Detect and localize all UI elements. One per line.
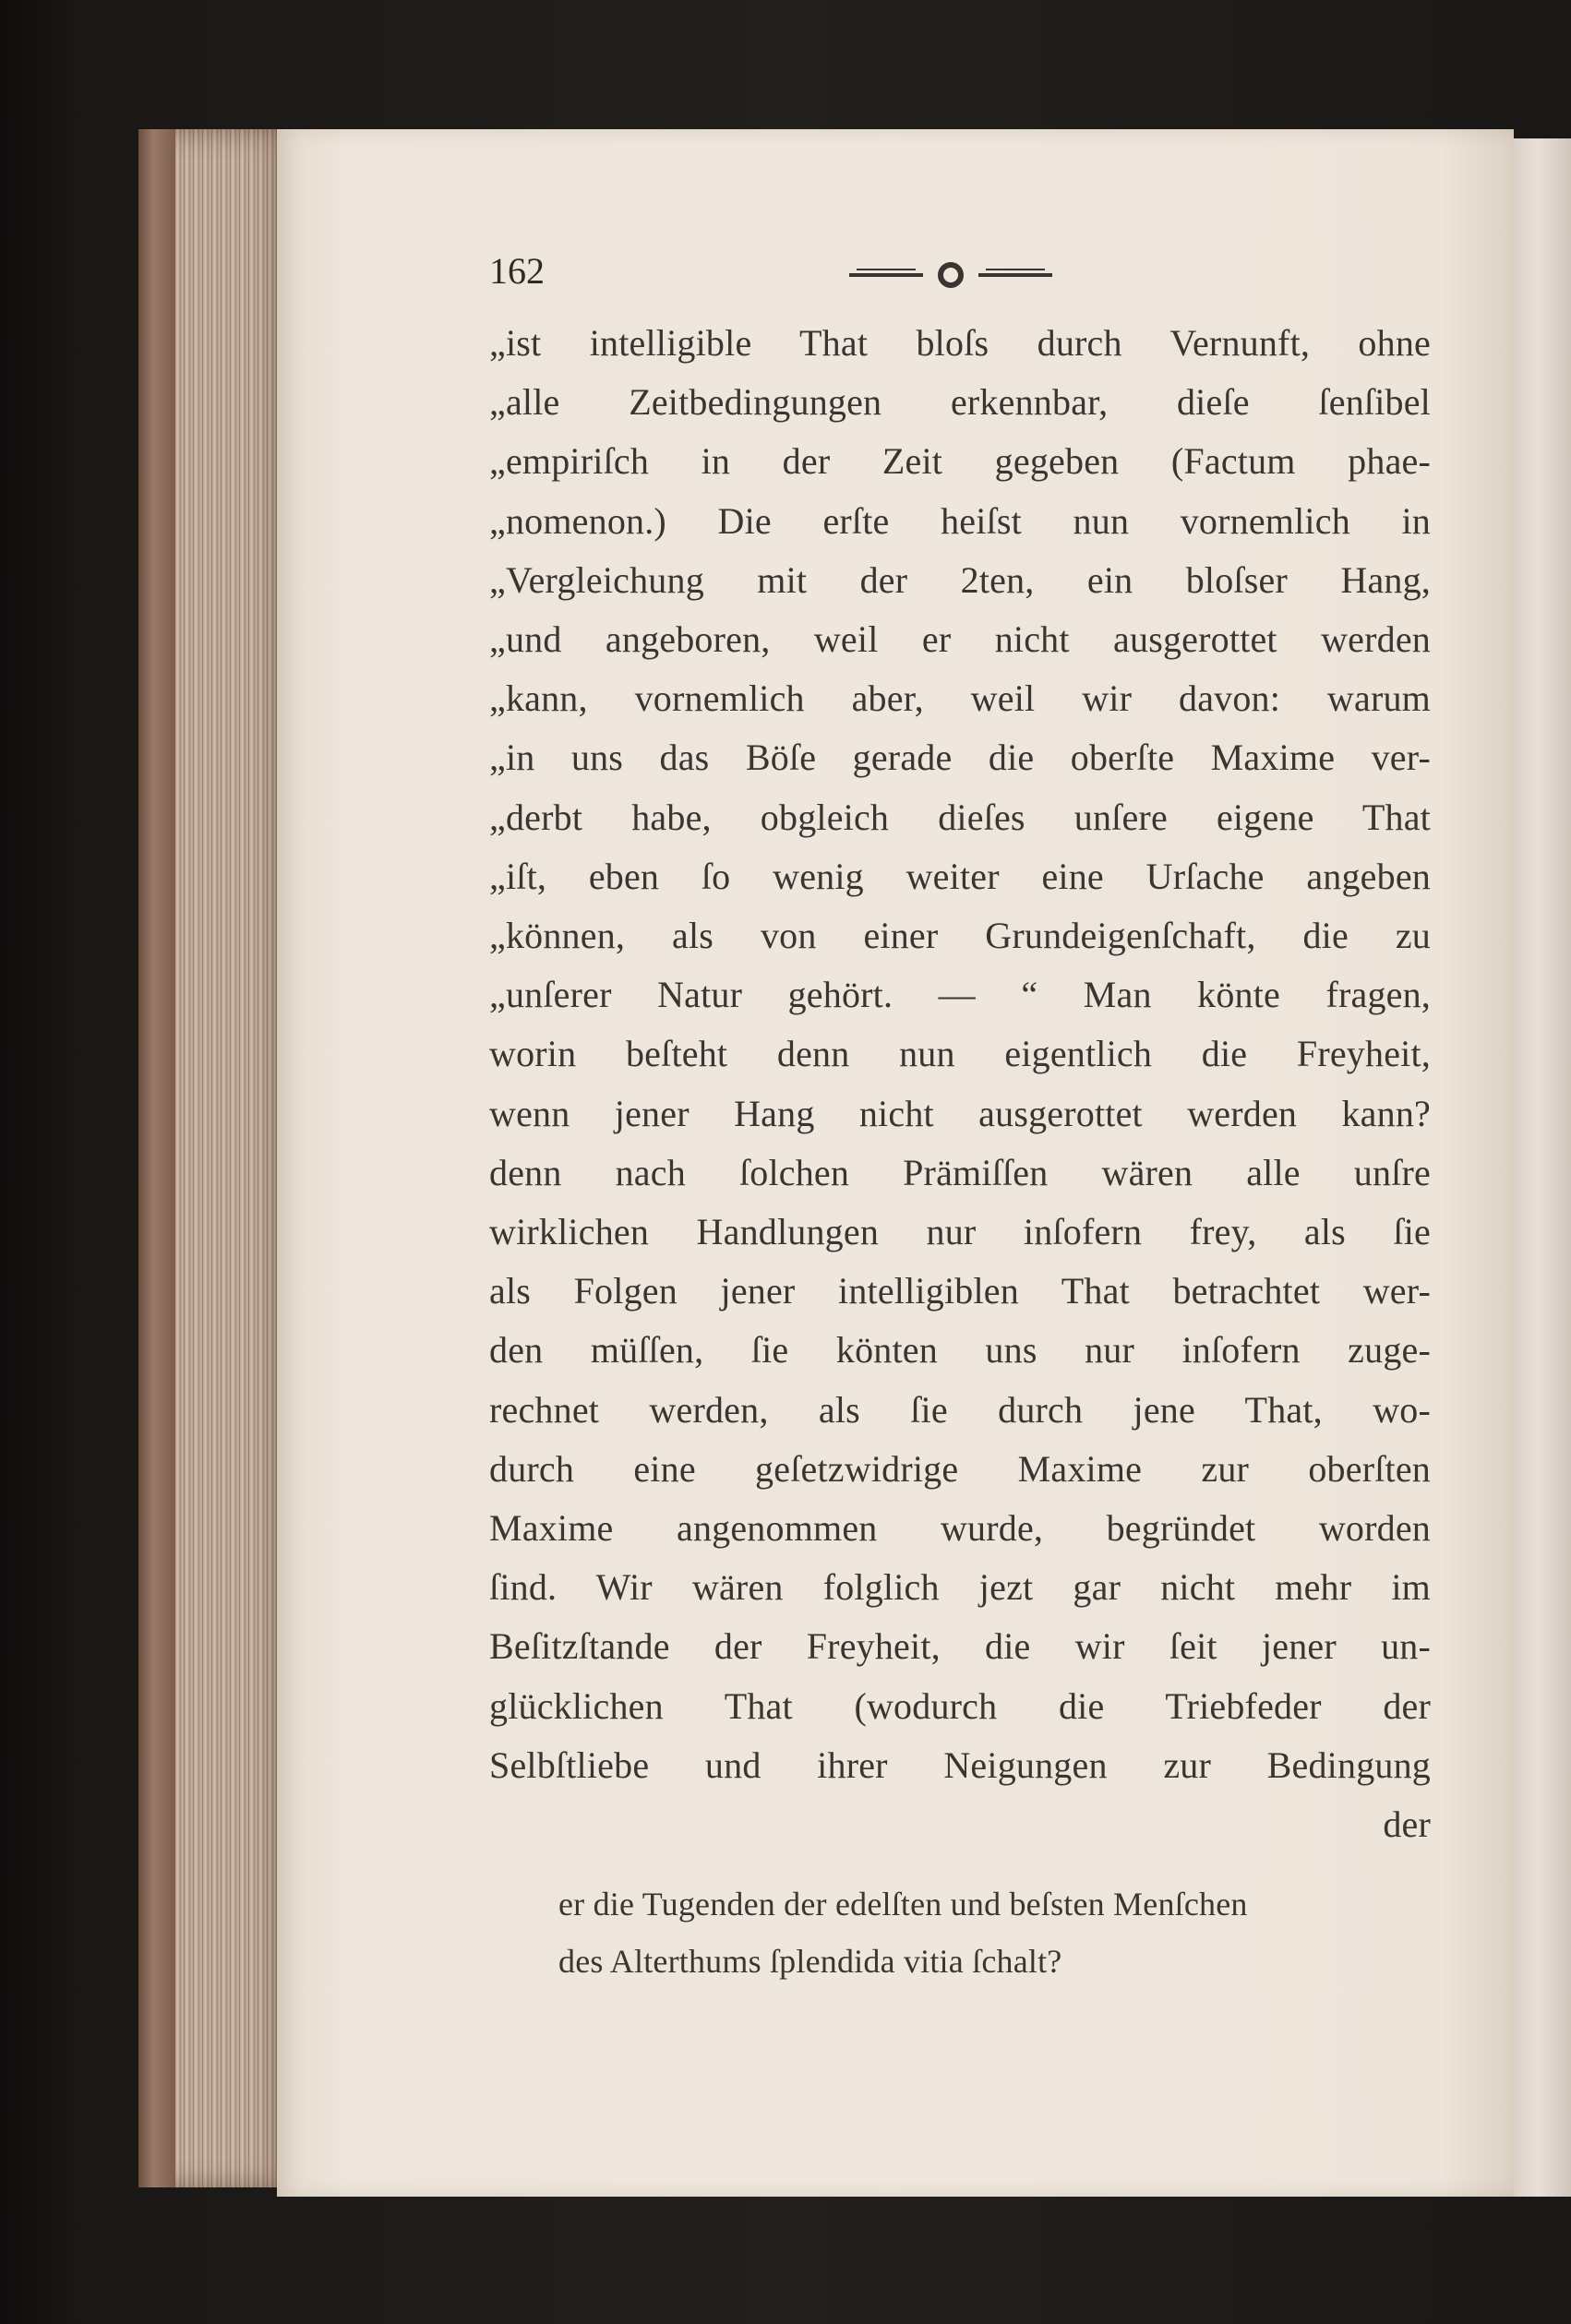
text-line: ſind. Wir wären folglich jezt gar nicht mehr im [489, 1566, 1431, 1609]
text-line: „und angeboren, weil er nicht ausgerottet werden [489, 618, 1431, 661]
text-line: Selbſtliebe und ihrer Neigungen zur Bedingung [489, 1743, 1431, 1786]
text-line: „unſerer Natur gehört. — “ Man könte fragen, [489, 974, 1431, 1016]
text-line: „können, als von einer Grundeigenſchaft, die zu [489, 915, 1431, 957]
text-line: „Vergleichung mit der 2ten, ein bloſser Hang, [489, 558, 1431, 601]
text-line: „empiriſch in der Zeit gegeben (Factum phae- [489, 440, 1431, 483]
facing-page-edge [1514, 138, 1571, 2197]
main-text [489, 314, 1431, 1854]
footnote-line: des Alterthums ſplendida vitia ſchalt? [558, 1943, 1062, 1980]
text-line: denn nach ſolchen Prämiſſen wären alle unſre [489, 1151, 1431, 1193]
text-line: Maxime angenommen wurde, begründet worden [489, 1507, 1431, 1550]
text-line: Beſitzſtande der Freyheit, die wir ſeit jener un- [489, 1625, 1431, 1668]
book-cover-edge [138, 129, 175, 2187]
footnote [558, 1875, 1431, 1990]
page-header [489, 249, 1431, 305]
text-line: „alle Zeitbedingungen erkennbar, dieſe ſenſibel [489, 381, 1431, 424]
text-line: wenn jener Hang nicht ausgerottet werden kann? [489, 1092, 1431, 1134]
text-line: worin beſteht denn nun eigentlich die Freyheit, [489, 1033, 1431, 1075]
text-line: glücklichen That (wodurch die Triebfeder der [489, 1684, 1431, 1727]
text-line: „iſt, eben ſo wenig weiter eine Urſache angeben [489, 855, 1431, 897]
ornament-icon [840, 249, 1061, 305]
catchword: der [1383, 1803, 1431, 1846]
text-line: durch eine geſetzwidrige Maxime zur oberſten [489, 1447, 1431, 1490]
text-line: wirklichen Handlungen nur inſofern frey, als ſie [489, 1211, 1431, 1253]
text-line: „kann, vornemlich aber, weil wir davon: warum [489, 677, 1431, 720]
text-line: als Folgen jener intelligiblen That betrachtet wer- [489, 1270, 1431, 1312]
text-line: „in uns das Böſe gerade die oberſte Maxime ver- [489, 737, 1431, 779]
text-line: „derbt habe, obgleich dieſes unſere eigene That [489, 796, 1431, 838]
text-line: rechnet werden, als ſie durch jene That, wo- [489, 1388, 1431, 1431]
page-number: 162 [489, 250, 545, 292]
footnote-line: er die Tugenden der edelſten und beſsten Menſchen [558, 1886, 1248, 1923]
text-line: „ist intelligible That bloſs durch Vernunft, ohne [489, 322, 1431, 364]
text-line: den müſſen, ſie könten uns nur inſofern zuge- [489, 1329, 1431, 1372]
text-line: „nomenon.) Die erſte heiſst nun vornemlich in [489, 499, 1431, 542]
